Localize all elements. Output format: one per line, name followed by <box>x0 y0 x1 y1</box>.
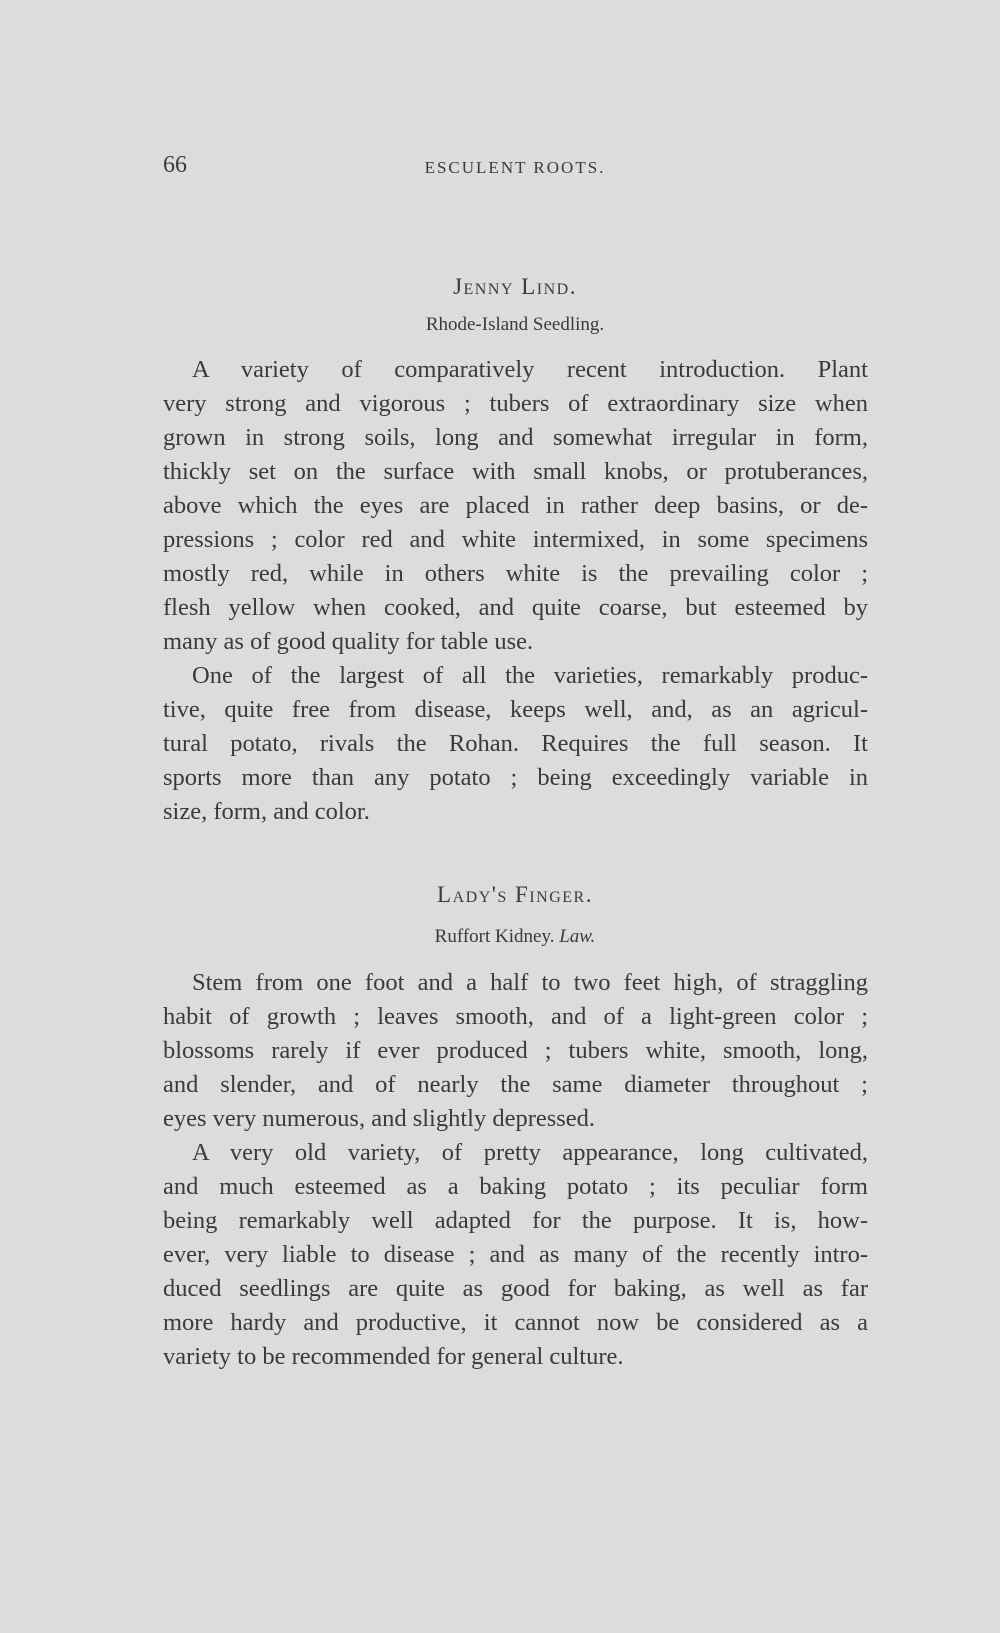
section-title: Lady's Finger. <box>437 882 593 907</box>
subtitle-text: Ruffort Kidney. <box>434 926 555 947</box>
paragraph-line: A very old variety, of pretty appearance, long cultivated, <box>192 1139 868 1166</box>
section-title: Jenny Lind. <box>453 274 577 299</box>
paragraph-line: A variety of comparatively recent introduction. Plant <box>192 356 868 383</box>
paragraph-line: mostly red, while in others white is the prevailing color ; <box>163 560 868 587</box>
running-title: ESCULENT ROOTS. <box>424 158 606 177</box>
paragraph-line: One of the largest of all the varieties, remarkably produc- <box>192 662 868 689</box>
paragraph-line: pressions ; color red and white intermixed, in some specimens <box>163 526 868 553</box>
paragraph-line: tive, quite free from disease, keeps well, and, as an agricul- <box>163 696 868 723</box>
paragraph-line: blossoms rarely if ever produced ; tubers white, smooth, long, <box>163 1037 868 1064</box>
paragraph-line: ever, very liable to disease ; and as many of the recently intro- <box>163 1241 868 1268</box>
paragraph-line: grown in strong soils, long and somewhat irregular in form, <box>163 424 868 451</box>
paragraph-line: above which the eyes are placed in rather deep basins, or de- <box>163 492 868 519</box>
paragraph-line: Stem from one foot and a half to two feet high, of straggling <box>192 969 868 996</box>
paragraph-line: being remarkably well adapted for the purpose. It is, how- <box>163 1207 868 1234</box>
page-number: 66 <box>163 152 187 178</box>
paragraph-line: habit of growth ; leaves smooth, and of a light-green color ; <box>163 1003 868 1030</box>
paragraph-line: sports more than any potato ; being exceedingly variable in <box>163 764 868 791</box>
paragraph-line: thickly set on the surface with small knobs, or protuberances, <box>163 458 868 485</box>
paragraph-line: many as of good quality for table use. <box>163 628 534 655</box>
subtitle-author: Law. <box>559 926 596 947</box>
paragraph-line: very strong and vigorous ; tubers of extraordinary size when <box>163 390 868 417</box>
subtitle-text: Rhode-Island Seedling. <box>425 314 605 335</box>
paragraph-line: flesh yellow when cooked, and quite coarse, but esteemed by <box>163 594 868 621</box>
paragraph-line: tural potato, rivals the Rohan. Requires the full season. It <box>163 730 868 757</box>
paragraph-line: variety to be recommended for general culture. <box>163 1343 624 1370</box>
paragraph-line: duced seedlings are quite as good for baking, as well as far <box>163 1275 868 1302</box>
paragraph-line: size, form, and color. <box>163 798 370 825</box>
paragraph-line: more hardy and productive, it cannot now be considered as a <box>163 1309 868 1336</box>
paragraph-line: and much esteemed as a baking potato ; its peculiar form <box>163 1173 868 1200</box>
section-subtitle <box>0 314 1000 336</box>
paragraph-line: and slender, and of nearly the same diameter throughout ; <box>163 1071 868 1098</box>
section-subtitle <box>0 926 1000 948</box>
paragraph-line: eyes very numerous, and slightly depressed. <box>163 1105 596 1132</box>
